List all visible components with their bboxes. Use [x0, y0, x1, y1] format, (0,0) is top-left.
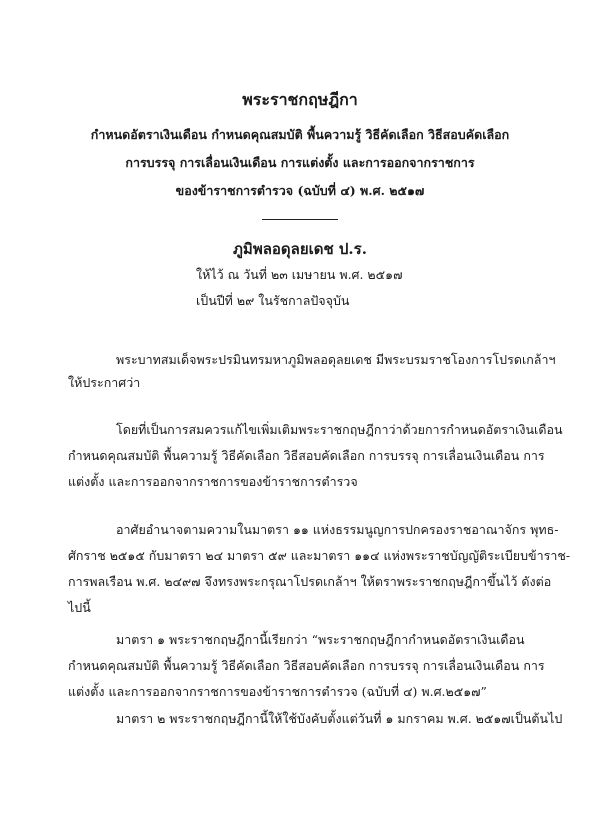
paragraph-2-line-2: กำหนดคุณสมบัติ พื้นความรู้ วิธีคัดเลือก วิธีสอบคัดเลือก การบรรจุ การเลื่อนเงินเดือน การ	[68, 448, 545, 463]
title-divider	[262, 219, 338, 220]
paragraph-3-line-1: อาศัยอำนาจตามความในมาตรา ๑๑ แห่งธรรมนูญการปกครองราชอาณาจักร พุทธ-	[116, 522, 559, 537]
date-line: ให้ไว้ ณ วันที่ ๒๓ เมษายน พ.ศ. ๒๕๑๗	[196, 267, 403, 282]
paragraph-3-line-4: ไปนี้	[68, 600, 91, 615]
reign-line: เป็นปีที่ ๒๙ ในรัชกาลปัจจุบัน	[196, 293, 350, 308]
section-1-line-3: แต่งตั้ง และการออกจากราชการของข้าราชการตำรวจ (ฉบับที่ ๔) พ.ศ.๒๕๑๗”	[68, 684, 487, 699]
section-1-line-1: มาตรา ๑ พระราชกฤษฎีกานี้เรียกว่า “พระราชกฤษฎีกากำหนดอัตราเงินเดือน	[116, 632, 525, 647]
subtitle-line-2: การบรรจุ การเลื่อนเงินเดือน การแต่งตั้ง และการออกจากราชการ	[125, 155, 475, 170]
paragraph-2-line-1: โดยที่เป็นการสมควรแก้ไขเพิ่มเติมพระราชกฤษฎีกาว่าด้วยการกำหนดอัตราเงินเดือน	[116, 422, 563, 437]
paragraph-2-line-3: แต่งตั้ง และการออกจากราชการของข้าราชการตำรวจ	[68, 474, 358, 489]
paragraph-1-line-1: พระบาทสมเด็จพระปรมินทรมหาภูมิพลอดุลยเดช มีพระบรมราชโองการโปรดเกล้าฯ	[116, 352, 556, 367]
king-signature: ภูมิพลอดุลยเดช ป.ร.	[233, 240, 367, 258]
section-1-line-2: กำหนดคุณสมบัติ พื้นความรู้ วิธีคัดเลือก วิธีสอบคัดเลือก การบรรจุ การเลื่อนเงินเดือน การ	[68, 658, 545, 673]
paragraph-3-line-3: การพลเรือน พ.ศ. ๒๔๙๗ จึงทรงพระกรุณาโปรดเกล้าฯ ให้ตราพระราชกฤษฎีกาขึ้นไว้ ดังต่อ	[68, 574, 552, 589]
document-title: พระราชกฤษฎีกา	[242, 90, 358, 109]
paragraph-1-line-2: ให้ประกาศว่า	[68, 375, 141, 390]
section-2-line-1: มาตรา ๒ พระราชกฤษฎีกานี้ให้ใช้บังคับตั้งแต่วันที่ ๑ มกราคม พ.ศ. ๒๕๑๗เป็นต้นไป	[116, 711, 563, 726]
subtitle-line-3: ของข้าราชการตำรวจ (ฉบับที่ ๔) พ.ศ. ๒๕๑๗	[175, 183, 425, 198]
paragraph-3-line-2: ศักราช ๒๕๑๕ กับมาตรา ๒๔ มาตรา ๕๙ และมาตรา ๑๑๔ แห่งพระราชบัญญัติระเบียบข้าราช-	[68, 548, 571, 563]
subtitle-line-1: กำหนดอัตราเงินเดือน กำหนดคุณสมบัติ พื้นความรู้ วิธีคัดเลือก วิธีสอบคัดเลือก	[90, 127, 510, 142]
